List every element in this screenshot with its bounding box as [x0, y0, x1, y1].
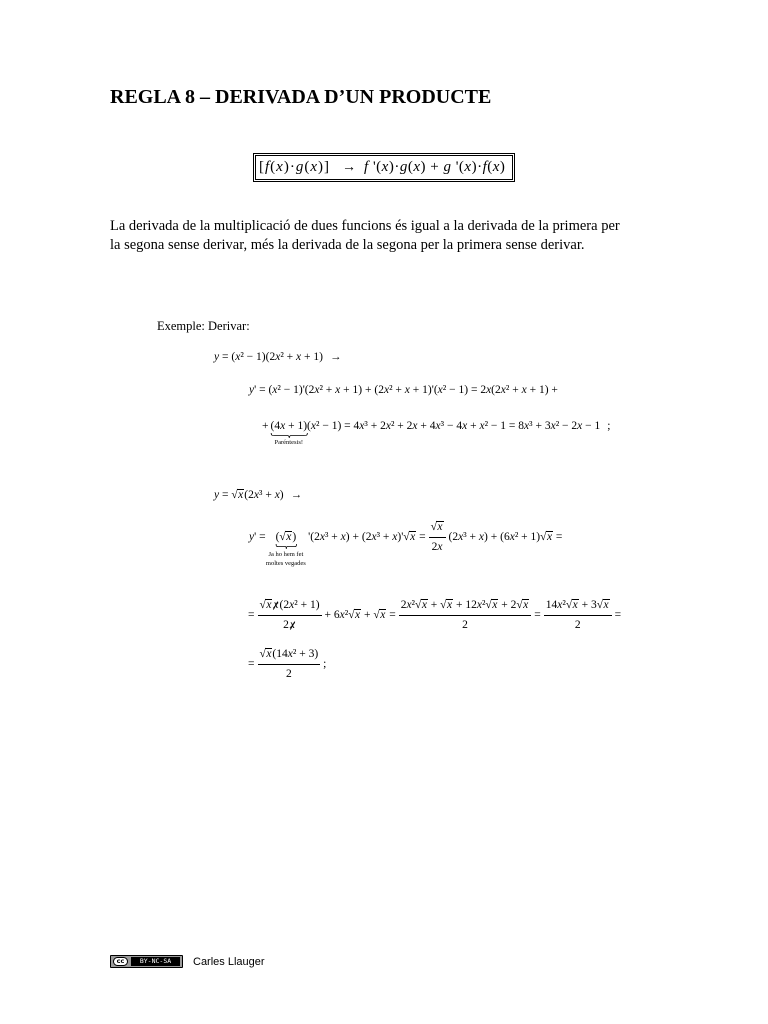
numerator-text: √x(14x² + 3) [259, 647, 319, 660]
derivative-expression-rest: (2x³ + x) + (6x² + 1)√x = [448, 531, 563, 543]
explanation-line-2: la segona sense derivar, més la derivada de la segona per la primera sense derivar. [110, 237, 585, 253]
equals-sign: = [248, 609, 255, 621]
radicand: x [523, 598, 529, 611]
square-root [516, 598, 529, 613]
math-variable: x [464, 159, 472, 175]
underbraced-term [265, 530, 306, 567]
brace-annotation [266, 551, 306, 568]
derivative-expression: y' = (x² − 1)'(2x² + x + 1) + (2x² + x + 1)'(x² − 1) = 2x(2x² + x + 1) + [249, 384, 558, 396]
fraction-numerator [258, 647, 321, 665]
math-variable: x [383, 384, 390, 396]
square-root [485, 598, 498, 613]
math-variable: g [295, 159, 305, 175]
function-expression: y = √x(2x³ + x) [214, 489, 284, 501]
math-variable: g [443, 159, 452, 175]
fraction-numerator [429, 520, 446, 538]
math-variable: x [476, 598, 482, 611]
denominator-coefficient: 2 [283, 618, 289, 631]
math-variable: x [577, 420, 583, 432]
brace-annotation: Paréntesis! [274, 439, 304, 446]
radicand: x [355, 609, 361, 621]
radical-sign: √ [415, 598, 422, 611]
math-variable: x [289, 618, 295, 631]
author-name: Carles Llauger [193, 956, 265, 968]
radical-sign: √ [259, 647, 266, 660]
math-variable: x [486, 384, 492, 396]
math-variable: x [458, 531, 464, 543]
math-variable: f [265, 159, 271, 175]
math-variable: x [385, 420, 391, 432]
math-variable: x [404, 384, 410, 396]
math-variable: x [550, 420, 556, 432]
math-variable: x [359, 420, 365, 432]
square-root [403, 530, 416, 544]
denominator-text: 2 [285, 667, 292, 680]
radical-sign: √ [596, 598, 604, 611]
math-variable: x [274, 489, 280, 501]
braced-factor: (√x) [275, 531, 297, 543]
math-variable: x [340, 531, 346, 543]
radicand: x [266, 598, 272, 611]
math-variable: x [406, 598, 412, 611]
underbrace-icon [271, 433, 308, 438]
math-variable: x [273, 598, 279, 611]
radicand: x [286, 531, 292, 543]
plus-sign: + [262, 420, 269, 432]
math-variable: x [435, 420, 441, 432]
fraction-denominator [573, 616, 583, 633]
example1-step2 [262, 419, 611, 446]
fraction-numerator [399, 598, 532, 616]
math-variable: x [289, 598, 295, 611]
math-variable: x [235, 351, 241, 363]
radicand: x [546, 531, 553, 543]
radical-sign: √ [540, 531, 547, 543]
underbrace-icon [276, 544, 297, 549]
product-rule-formula-box [253, 153, 515, 182]
fraction-denominator [430, 538, 445, 555]
creative-commons-icon: cc [113, 957, 128, 966]
derivative-expression: '(2x³ + x) + (2x³ + x)'√x = [308, 531, 426, 543]
fraction-denominator [284, 665, 294, 682]
math-variable: x [381, 159, 389, 175]
math-variable: x [479, 420, 485, 432]
radicand: x [446, 598, 453, 611]
math-variable: x [339, 609, 345, 621]
math-variable: x [314, 384, 320, 396]
example2-function [214, 488, 302, 502]
fraction-numerator [258, 598, 322, 616]
fraction-denominator [460, 616, 470, 633]
math-variable: f [364, 159, 369, 175]
radical-sign: √ [565, 598, 573, 611]
radicand: x [437, 520, 443, 533]
cancelled-factor [273, 598, 278, 613]
radicand: x [492, 598, 498, 611]
license-badge [110, 955, 183, 968]
math-variable: x [462, 420, 468, 432]
arrow-right-icon: → [290, 489, 303, 501]
fraction-denominator [281, 616, 298, 633]
math-variable: g [399, 159, 408, 175]
semicolon: ; [323, 658, 327, 670]
math-variable: x [437, 384, 443, 396]
math-variable: x [310, 420, 316, 432]
square-root [231, 488, 244, 502]
license-terms: BY-NC-SA [131, 957, 180, 966]
braced-factor: (4x + 1) [270, 420, 308, 432]
math-variable: x [557, 598, 563, 611]
radicand: x [603, 598, 609, 611]
square-root [540, 530, 553, 544]
math-variable: x [509, 531, 515, 543]
radicand: x [238, 489, 244, 501]
fraction [258, 647, 321, 682]
radical-sign: √ [279, 531, 286, 543]
math-variable: x [253, 489, 259, 501]
math-variable: x [371, 531, 377, 543]
expanded-result: (x² − 1) = 4x³ + 2x² + 2x + 4x³ − 4x + x² − 1 = 8x³ + 3x² − 2x − 1 [307, 420, 601, 432]
numerator-root [260, 598, 273, 613]
square-root [597, 598, 610, 613]
radical-sign: √ [373, 609, 380, 621]
math-variable: x [524, 420, 530, 432]
math-variable: x [296, 351, 302, 363]
explanation-line-1: La derivada de la multiplicació de dues funcions és igual a la derivada de la primera per [110, 218, 620, 234]
square-root [373, 608, 386, 622]
example2-step3 [248, 646, 326, 682]
semicolon: ; [607, 420, 611, 432]
square-root [415, 598, 428, 613]
math-variable: y [249, 531, 255, 543]
radicand: x [410, 531, 416, 543]
equals-sign: = [614, 609, 622, 621]
function-expression: y = (x² − 1)(2x² + x + 1) [214, 351, 323, 363]
math-variable: x [280, 420, 286, 432]
denominator-text: 2 [462, 618, 468, 631]
sum-terms: + 6x²√x + √x = [324, 609, 396, 621]
brace-annotation-line: moltes vegades [265, 559, 306, 567]
example1-step1 [249, 383, 558, 397]
math-variable: x [412, 420, 418, 432]
math-variable: x [276, 159, 284, 175]
radical-sign: √ [403, 531, 410, 543]
underbraced-term [270, 419, 308, 446]
denominator-text: 2x [431, 540, 443, 553]
math-variable: x [478, 531, 485, 543]
square-root [566, 598, 579, 613]
math-variable: x [335, 384, 341, 396]
math-variable: x [521, 384, 527, 396]
fraction-with-cancellation [258, 598, 322, 633]
equals-sign: = [534, 609, 541, 621]
numerator-factor: (2x² + 1) [279, 598, 320, 611]
math-variable: x [287, 647, 293, 660]
radicand: x [421, 598, 427, 611]
math-variable: y [214, 351, 220, 363]
rule-right-side: f '(x)·g(x) + g '(x)·f(x) [364, 159, 506, 175]
radical-sign: √ [231, 489, 238, 501]
math-variable: x [275, 351, 281, 363]
example2-step2 [248, 596, 621, 634]
math-variable: x [392, 531, 398, 543]
math-variable: x [272, 384, 278, 396]
square-root [260, 598, 273, 613]
example2-step1 [249, 520, 563, 567]
numerator-text: 14x²√x + 3√x [545, 598, 609, 611]
brace-annotation-line: Ja ho hem fet [268, 551, 304, 558]
square-root [260, 647, 273, 662]
fraction [429, 520, 446, 555]
math-variable: x [492, 159, 500, 175]
page-title: REGLA 8 – DERIVADA D’UN PRODUCTE [110, 86, 492, 108]
radicand: x [380, 609, 386, 621]
radical-sign: √ [516, 598, 523, 611]
fraction [399, 598, 532, 633]
fraction-numerator [544, 598, 612, 616]
math-variable: x [310, 159, 319, 175]
square-root [348, 608, 361, 622]
square-root [440, 598, 453, 613]
math-variable: x [319, 531, 325, 543]
math-variable: x [500, 384, 506, 396]
arrow-right-icon: → [329, 351, 342, 363]
radical-sign: √ [259, 598, 266, 611]
fraction [544, 598, 612, 633]
denominator-text: 2 [574, 618, 581, 631]
arrow-right-icon: → [342, 159, 357, 175]
rule-left-side: [f(x)·g(x)] [259, 159, 331, 175]
radicand: x [266, 647, 272, 660]
square-root [279, 530, 292, 544]
math-variable: y [214, 489, 220, 501]
equals-sign: = [248, 658, 255, 670]
square-root [431, 520, 444, 535]
radical-sign: √ [485, 598, 492, 611]
math-variable: y [249, 384, 255, 396]
radical-sign: √ [348, 609, 355, 621]
radicand: x [572, 598, 578, 611]
radical-sign: √ [440, 598, 447, 611]
numerator-text [431, 520, 444, 535]
derivative-lead: y' = [249, 531, 266, 543]
math-variable: f [482, 159, 488, 175]
cancelled-factor [290, 618, 295, 633]
example1-function [214, 350, 341, 364]
math-variable: x [437, 540, 443, 553]
radical-sign: √ [430, 520, 437, 533]
numerator-text: 2x²√x + √x + 12x²√x + 2√x [400, 598, 529, 611]
example-heading: Exemple: Derivar: [157, 319, 250, 333]
math-variable: x [413, 159, 421, 175]
